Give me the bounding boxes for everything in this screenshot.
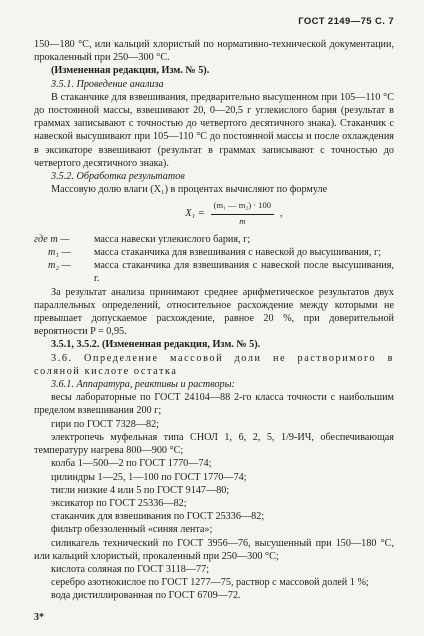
list-item: колба 1—500—2 по ГОСТ 1770—74; <box>51 458 212 470</box>
formula-fraction <box>211 199 274 227</box>
formula-numerator: (m₁ — m₂) · 100 <box>211 199 274 214</box>
list-item: весы лабораторные по ГОСТ 24104—88 2-го класса точности с наибольшим пределом взвешивания 200 г; <box>34 392 394 417</box>
definition-label: где m — <box>34 233 70 245</box>
list-item: цилиндры 1—25, 1—100 по ГОСТ 1770—74; <box>51 471 247 483</box>
formula-tail: , <box>280 208 283 220</box>
list-item: эксикатор по ГОСТ 25336—82; <box>51 497 187 509</box>
list-item: тигли низкие 4 или 5 по ГОСТ 9147—80; <box>51 484 230 496</box>
paragraph: В стаканчике для взвешивания, предварительно высушенном при 105—110 °С до постоянной массы, взвешивают 20, 0—20,5 г углекислого бария (результат в граммах записывают с точностью до четвертого десятичного знака). Стаканчик с навеской высушивают при 105—110 °С до постоянной массы и после охлаждения в эксикаторе взвешивают (результат в граммах записывают с точностью до четвертого десятичного знака). <box>34 91 394 169</box>
list-item: кислота соляная по ГОСТ 3118—77; <box>51 563 210 575</box>
footer-mark: 3* <box>34 612 44 623</box>
definition-item <box>34 233 394 246</box>
formula-lhs: X₁ = <box>185 208 205 220</box>
formula-denominator: m <box>239 215 246 226</box>
document-body <box>34 38 394 603</box>
definition-text: масса стаканчика для взвешивания с навеской до высушивания, г; <box>94 247 381 259</box>
section-heading: 3.5.1. Проведение анализа <box>51 78 164 90</box>
page-header: ГОСТ 2149—75 С. 7 <box>298 16 394 27</box>
list-item: фильтр обеззоленный «синяя лента»; <box>51 524 213 536</box>
amendment-note: 3.5.1, 3.5.2. (Измененная редакция, Изм. № 5). <box>51 339 261 351</box>
paragraph: Массовую долю влаги (X₁) в процентах вычисляют по формуле <box>51 184 328 196</box>
list-item: гири по ГОСТ 7328—82; <box>51 418 160 430</box>
list-item: силикагель технический по ГОСТ 3956—76, высушенный при 150—180 °С, или кальций хлористый, прокаленный при 250—300 °С; <box>34 537 394 562</box>
section-heading: 3.5.2. Обработка результатов <box>51 171 185 183</box>
list-item: электропечь муфельная типа СНОЛ 1, 6, 2, 5, 1/9-ИЧ, обеспечивающая температуру нагрева 800—900 °С; <box>34 431 394 457</box>
section-heading: 3.6. Определение массовой доли не растворимого в соляной кислоте остатка <box>34 352 394 377</box>
formula <box>34 199 394 227</box>
amendment-note: (Измененная редакция, Изм. № 5). <box>51 65 210 77</box>
definition-label: m₂ — <box>48 260 71 272</box>
list-item: вода дистиллированная по ГОСТ 6709—72. <box>51 590 241 602</box>
definition-label: m₁ — <box>48 247 71 259</box>
definition-text: масса навески углекислого бария, г; <box>94 233 251 245</box>
paragraph: 150—180 °С, или кальций хлористый по нормативно-технической документации, прокаленный при 250—300 °С. <box>34 39 394 64</box>
list-item: серебро азотнокислое по ГОСТ 1277—75, раствор с массовой долей 1 %; <box>51 577 369 589</box>
section-heading: 3.6.1. Аппаратура, реактивы и растворы: <box>51 379 235 391</box>
definition-text: масса стаканчика для взвешивания с навеской после высушивания, г. <box>94 260 394 285</box>
list-item: стаканчик для взвешивания по ГОСТ 25336—82; <box>51 511 265 523</box>
definition-item <box>34 246 394 259</box>
paragraph: За результат анализа принимают среднее арифметическое результатов двух параллельных определений, относительное расхождение между которыми не превышает допускаемое расхождение, равное 20 %, при доверительной вероятности P = 0,95. <box>34 286 394 338</box>
definition-item <box>34 259 394 285</box>
